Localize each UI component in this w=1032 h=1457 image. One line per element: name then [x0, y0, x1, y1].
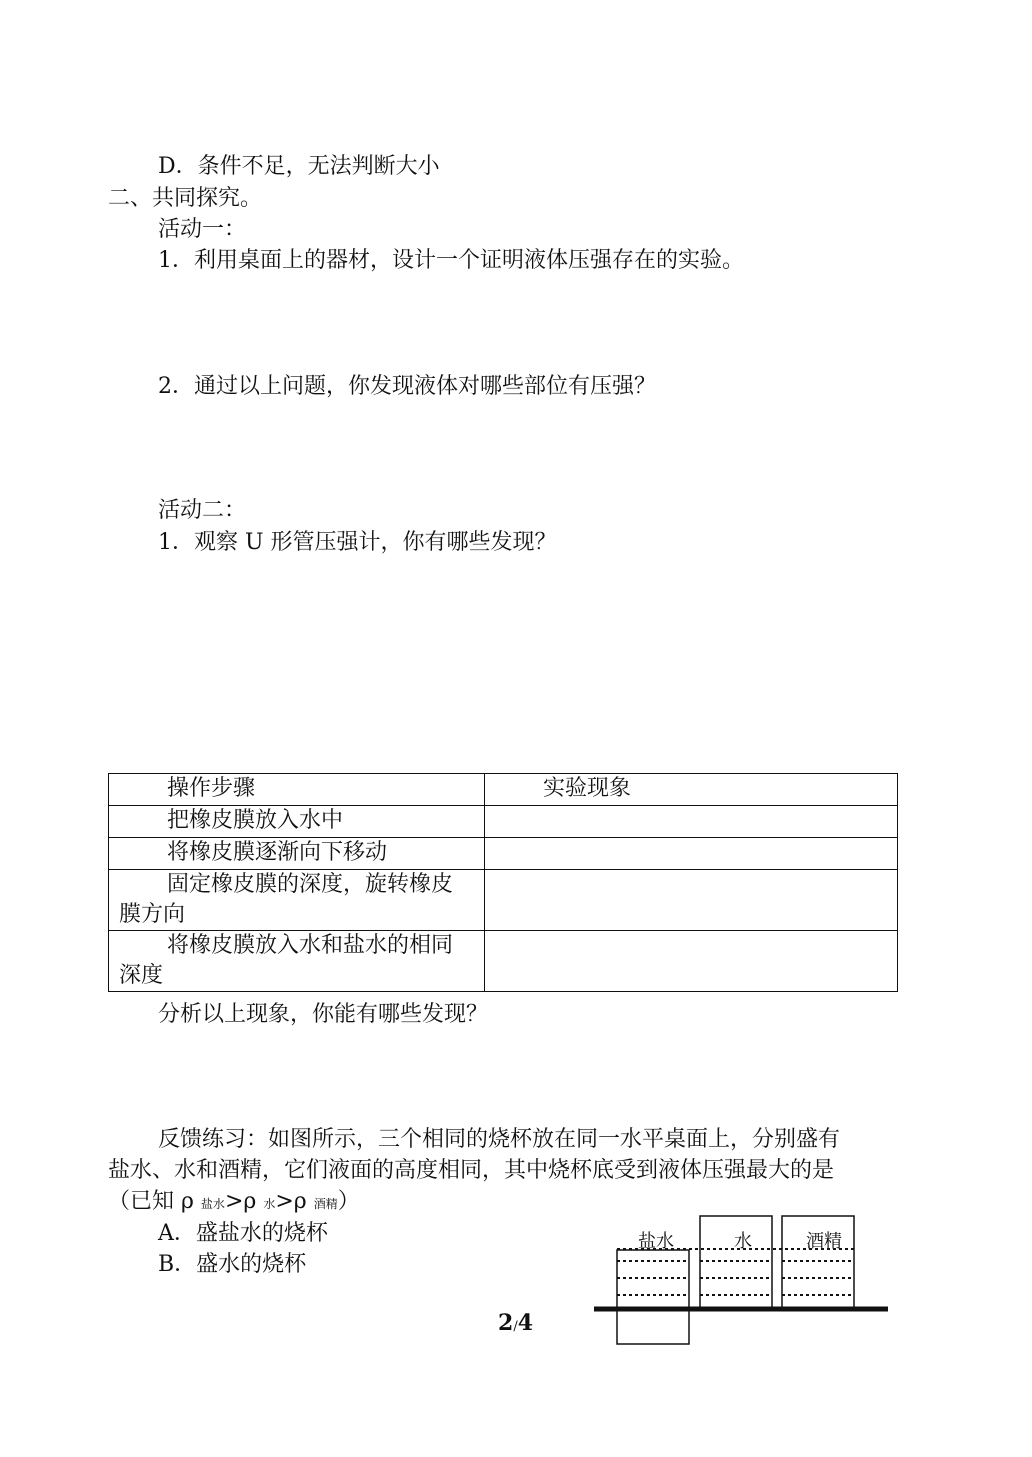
- table-cell-step: 把橡皮膜放入水中: [109, 806, 485, 838]
- feedback-line-2: 盐水、水和酒精，它们液面的高度相同，其中烧杯底受到液体压强最大的是: [108, 1158, 835, 1183]
- table-cell-phenomenon: [485, 806, 898, 838]
- liquid-level-lines: [617, 1249, 854, 1295]
- feedback-close: ）: [337, 1189, 360, 1214]
- page-separator: /: [513, 1319, 518, 1334]
- activity-2-question-1: 1．观察 U 形管压强计，你有哪些发现？: [158, 530, 557, 555]
- table-header-phenomena: 实验现象: [485, 774, 898, 806]
- page-total: 4: [517, 1310, 534, 1336]
- activity-1-heading: 活动一：: [158, 217, 247, 242]
- table-row: [109, 870, 898, 931]
- analysis-question: 分析以上现象，你能有哪些发现？: [158, 1002, 489, 1027]
- page-current: 2: [498, 1310, 514, 1336]
- feedback-gt-2: >ρ: [275, 1189, 314, 1214]
- feedback-open: （已知 ρ: [108, 1189, 201, 1214]
- table-row: [109, 931, 898, 992]
- table-cell-step: 将橡皮膜逐渐向下移动: [109, 838, 485, 870]
- beaker-brine: [617, 1250, 689, 1344]
- table-cell-step: 固定橡皮膜的深度，旋转橡皮膜方向: [109, 870, 485, 931]
- section-heading-2: 二、共同探究。: [108, 186, 263, 211]
- table-header-steps: 操作步骤: [109, 774, 485, 806]
- feedback-line-1: 反馈练习：如图所示，三个相同的烧杯放在同一水平桌面上，分别盛有: [158, 1127, 841, 1152]
- table-cell-step: 将橡皮膜放入水和盐水的相同深度: [109, 931, 485, 992]
- option-a: A．盛盐水的烧杯: [158, 1221, 328, 1246]
- page-number: [498, 1310, 533, 1336]
- activity-2-heading: 活动二：: [158, 498, 247, 523]
- subscript-brine: 盐水: [200, 1197, 225, 1211]
- table-cell-phenomenon: [485, 870, 898, 931]
- table-row: [109, 838, 898, 870]
- option-b: B．盛水的烧杯: [158, 1252, 307, 1277]
- table-row: [109, 806, 898, 838]
- subscript-water: 水: [263, 1197, 276, 1211]
- feedback-gt-1: >ρ: [224, 1189, 264, 1214]
- table-header-row: [109, 774, 898, 806]
- option-d: D．条件不足，无法判断大小: [158, 154, 440, 179]
- table-cell-phenomenon: [485, 931, 898, 992]
- subscript-alcohol: 酒精: [313, 1197, 338, 1211]
- table-cell-phenomenon: [485, 838, 898, 870]
- activity-1-question-1: 1．利用桌面上的器材，设计一个证明液体压强存在的实验。: [158, 248, 744, 273]
- beakers-figure: [590, 1182, 890, 1352]
- experiment-table: [108, 773, 898, 992]
- label-alcohol: 酒精: [806, 1231, 842, 1252]
- activity-1-question-2: 2．通过以上问题，你发现液体对哪些部位有压强？: [158, 374, 656, 399]
- label-brine: 盐水: [638, 1231, 674, 1252]
- label-water: 水: [734, 1231, 752, 1252]
- feedback-line-3: [108, 1187, 360, 1219]
